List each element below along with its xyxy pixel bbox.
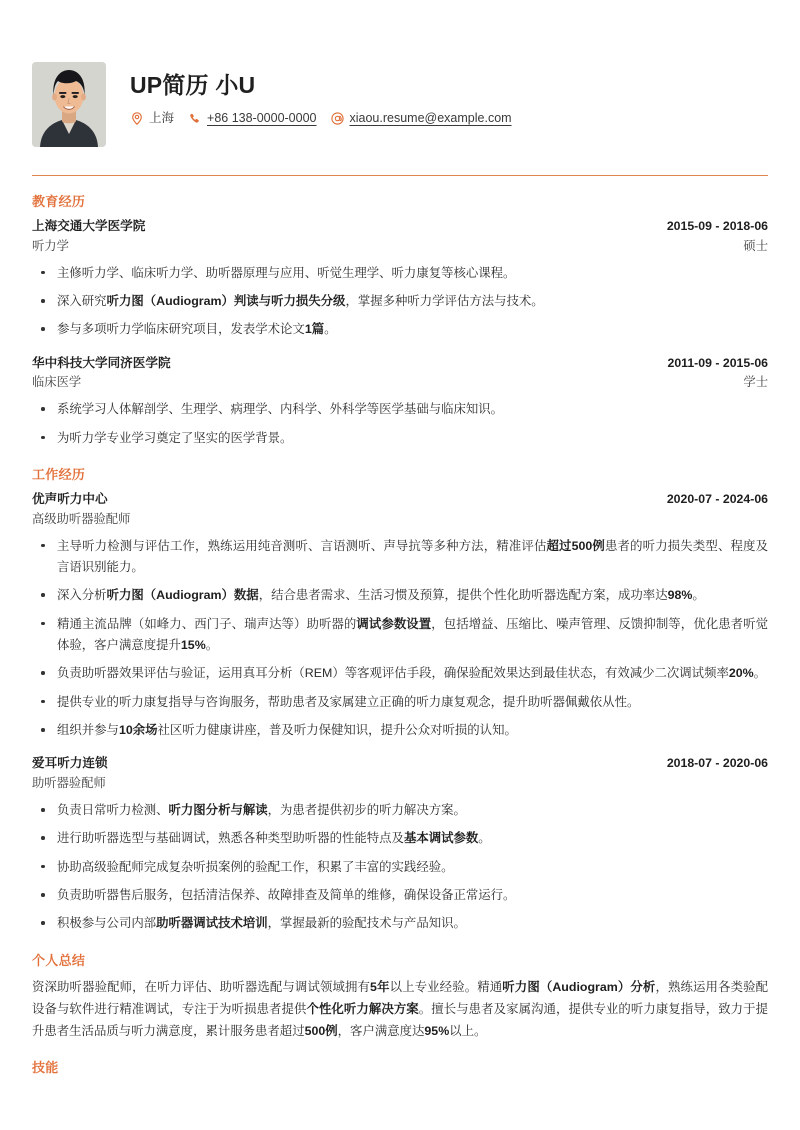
role-or-major: 听力学 — [32, 238, 69, 253]
role-or-major: 助听器验配师 — [32, 775, 106, 790]
body-text: ，客户满意度达 — [337, 1024, 425, 1039]
experience-entry — [32, 217, 768, 341]
role-or-major: 临床医学 — [32, 375, 82, 390]
list-item — [32, 692, 768, 713]
body-text: 以上。 — [449, 1024, 487, 1039]
body-text: 精通主流品牌（如峰力、西门子、瑞声达等）助听器的 — [57, 616, 357, 631]
experience-entry — [32, 754, 768, 934]
body-text: 协助高级验配师完成复杂听损案例的验配工作，积累了丰富的实践经验。 — [57, 859, 454, 874]
resume-sections — [32, 194, 768, 1076]
contact-email-link[interactable]: xiaou.resume@example.com — [349, 111, 512, 126]
organization-name: 爱耳听力连锁 — [32, 756, 108, 771]
body-text: 以上专业经验。精通 — [389, 979, 503, 994]
contact-phone[interactable] — [188, 112, 316, 126]
list-item — [32, 536, 768, 579]
body-text: 。 — [753, 666, 767, 681]
degree-or-meta: 学士 — [743, 375, 768, 390]
body-text: 进行助听器选型与基础调试，熟悉各种类型助听器的性能特点及 — [57, 831, 404, 846]
emphasis-text: 超过500例 — [546, 538, 605, 553]
entry-header-row — [32, 490, 768, 510]
body-text: 深入研究 — [57, 294, 107, 309]
section-title: 技能 — [32, 1060, 59, 1076]
section-个人总结 — [32, 953, 768, 1042]
contact-email[interactable] — [331, 112, 512, 126]
list-item — [32, 585, 768, 606]
entry-subheader-row — [32, 774, 768, 793]
section-教育经历 — [32, 194, 768, 449]
body-text: ，为患者提供初步的听力解决方案。 — [267, 803, 466, 818]
list-item — [32, 263, 768, 284]
body-text: 社区听力健康讲座，普及听力保健知识，提升公众对听损的认知。 — [157, 723, 517, 738]
body-text: 负责日常听力检测、 — [57, 803, 169, 818]
entry-header-row — [32, 754, 768, 774]
body-text: 积极参与公司内部 — [57, 916, 157, 931]
body-text: 提供专业的听力康复指导与咨询服务，帮助患者及家属建立正确的听力康复观念，提升助听器佩戴依从性。 — [57, 694, 640, 709]
emphasis-text: 1篇 — [304, 322, 325, 337]
entry-header-row — [32, 354, 768, 374]
header-divider — [32, 175, 768, 176]
header-text-block — [130, 62, 768, 126]
body-text: 主导听力检测与评估工作，熟练运用纯音测听、言语测听、声导抗等多种方法，精准评估 — [57, 538, 547, 553]
entry-subheader-row — [32, 373, 768, 392]
bullet-list — [32, 800, 768, 935]
list-item — [32, 291, 768, 312]
emphasis-text: 听力图（Audiogram）数据 — [106, 588, 259, 603]
summary-paragraph — [32, 976, 768, 1042]
emphasis-text: 听力图（Audiogram）判读与听力损失分级 — [106, 294, 346, 309]
list-item — [32, 720, 768, 741]
body-text: 患者的听力损失类型、程度及言语识别能力。 — [57, 538, 769, 575]
body-text: 为听力学专业学习奠定了坚实的医学背景。 — [57, 430, 293, 445]
page-title: UP简历 小U — [130, 72, 256, 98]
organization-name: 华中科技大学同济医学院 — [32, 355, 171, 370]
date-range: 2018-07 - 2020-06 — [666, 756, 768, 771]
list-item — [32, 913, 768, 934]
contact-location-text: 上海 — [149, 111, 175, 126]
entry-subheader-row — [32, 237, 768, 256]
bullet-list — [32, 263, 768, 341]
location-pin-icon — [130, 112, 144, 126]
section-title: 教育经历 — [32, 194, 86, 209]
body-text: 资深助听器验配师，在听力评估、助听器选配与调试领域拥有 — [32, 979, 371, 994]
contact-location — [130, 112, 174, 126]
section-title: 工作经历 — [32, 467, 86, 483]
bullet-list — [32, 399, 768, 449]
emphasis-text: 个性化听力解决方案 — [306, 1001, 419, 1016]
bullet-list — [32, 536, 768, 742]
date-range: 2015-09 - 2018-06 — [666, 219, 768, 234]
body-text: ，结合患者需求、生活习惯及预算，提供个性化助听器选配方案，成功率达 — [258, 588, 668, 603]
contact-phone-link[interactable]: +86 138-0000-0000 — [207, 111, 317, 126]
section-title: 个人总结 — [32, 952, 86, 968]
date-range: 2011-09 - 2015-06 — [667, 355, 768, 370]
list-item — [32, 428, 768, 449]
emphasis-text: 95% — [424, 1024, 450, 1039]
entry-subheader-row — [32, 510, 768, 529]
experience-entry — [32, 354, 768, 449]
avatar — [32, 62, 106, 147]
body-text: 深入分析 — [57, 588, 107, 603]
emphasis-text: 听力图（Audiogram）分析 — [502, 979, 656, 994]
body-text: 。 — [205, 638, 219, 653]
emphasis-text: 10余场 — [118, 723, 158, 738]
list-item — [32, 663, 768, 684]
body-text: 。 — [478, 831, 491, 846]
phone-icon — [188, 112, 202, 126]
list-item — [32, 614, 768, 657]
date-range: 2020-07 - 2024-06 — [666, 492, 768, 507]
email-at-icon — [331, 112, 345, 126]
emphasis-text: 调试参数设置 — [356, 616, 432, 631]
emphasis-text: 500例 — [304, 1024, 338, 1039]
body-text: 系统学习人体解剖学、生理学、病理学、内科学、外科学等医学基础与临床知识。 — [57, 402, 504, 417]
body-text: 参与多项听力学临床研究项目，发表学术论文 — [57, 322, 305, 337]
section-工作经历 — [32, 467, 768, 935]
list-item — [32, 399, 768, 420]
section-技能 — [32, 1060, 768, 1076]
body-text: 。 — [692, 588, 705, 603]
body-text: 。擅长与患者及家属沟通，提供专业的听力康复指导，致力于提升患者生活品质与听力满意度，累计服务患者超过 — [32, 1001, 769, 1039]
emphasis-text: 5年 — [370, 979, 390, 994]
degree-or-meta: 硕士 — [743, 238, 768, 253]
contact-list — [130, 112, 768, 126]
emphasis-text: 15% — [180, 638, 206, 653]
organization-name: 优声听力中心 — [32, 492, 108, 507]
emphasis-text: 听力图分析与解读 — [168, 803, 268, 818]
body-text: 负责助听器效果评估与验证，运用真耳分析（REM）等客观评估手段，确保验配效果达到最佳状态，有效减少二次调试频率 — [57, 666, 729, 681]
body-text: ，包括增益、压缩比、噪声管理、反馈抑制等，优化患者听觉体验，客户满意度提升 — [57, 616, 769, 653]
emphasis-text: 98% — [667, 588, 693, 603]
body-text: 主修听力学、临床听力学、助听器原理与应用、听觉生理学、听力康复等核心课程。 — [57, 265, 516, 280]
resume-header — [32, 0, 768, 147]
body-text: ，掌握最新的验配技术与产品知识。 — [267, 916, 466, 931]
body-text: ，掌握多种听力学评估方法与技术。 — [345, 294, 544, 309]
body-text: 负责助听器售后服务，包括清洁保养、故障排查及简单的维修，确保设备正常运行。 — [57, 888, 516, 902]
organization-name: 上海交通大学医学院 — [32, 219, 146, 234]
entry-header-row — [32, 217, 768, 237]
body-text: ，熟练运用各类验配设备与软件进行精准调试，专注于为听损患者提供 — [32, 979, 769, 1016]
list-item — [32, 857, 768, 878]
list-item — [32, 828, 768, 849]
emphasis-text: 20% — [728, 666, 754, 681]
list-item — [32, 319, 768, 340]
body-text: 组织并参与 — [57, 723, 119, 738]
role-or-major: 高级助听器验配师 — [32, 511, 131, 526]
emphasis-text: 助听器调试技术培训 — [156, 916, 268, 931]
list-item — [32, 800, 768, 821]
emphasis-text: 基本调试参数 — [403, 831, 479, 846]
experience-entry — [32, 490, 768, 741]
list-item — [32, 885, 768, 906]
body-text: 。 — [324, 322, 337, 337]
